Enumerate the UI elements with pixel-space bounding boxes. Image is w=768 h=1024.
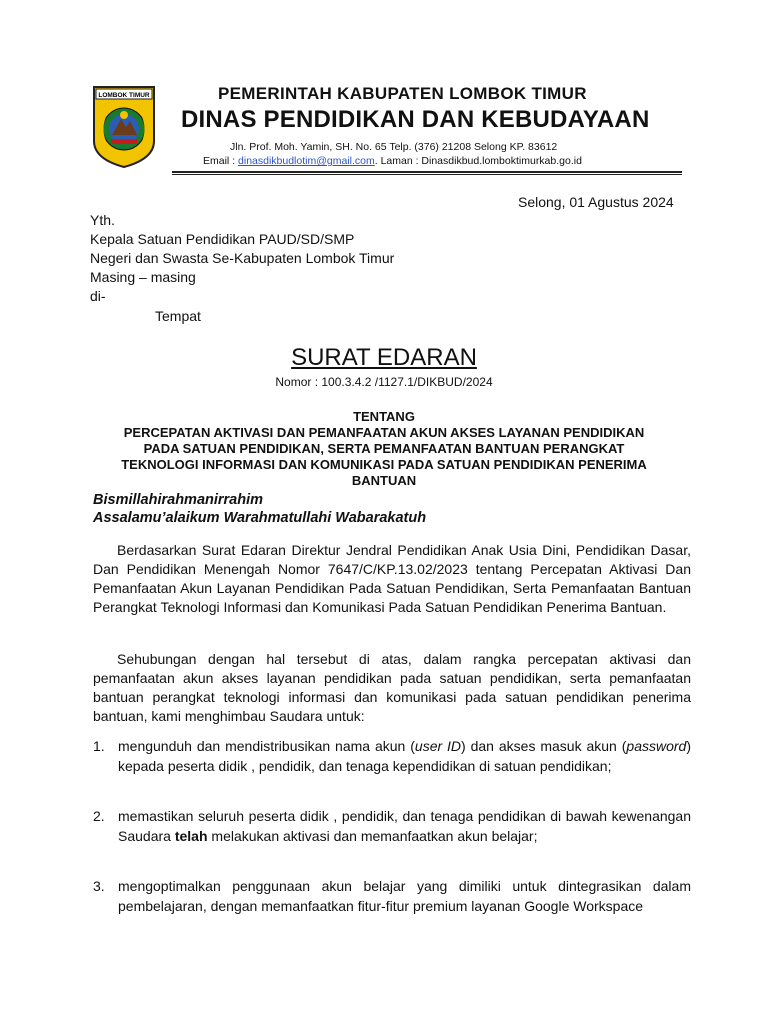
- recipient-line: di-: [90, 288, 106, 304]
- list-number: 1.: [93, 738, 105, 754]
- letterhead-address: Jln. Prof. Moh. Yamin, SH. No. 65 Telp. (376) 21208 Selong KP. 83612: [230, 141, 558, 153]
- recipient-line: Kepala Satuan Pendidikan PAUD/SD/SMP: [90, 231, 355, 247]
- email-label: Email :: [203, 155, 239, 167]
- website-text: . Laman : Dinasdikbud.lomboktimurkab.go.id: [374, 155, 582, 167]
- letterhead-agency: DINAS PENDIDIKAN DAN KEBUDAYAAN: [181, 106, 650, 133]
- document-title: SURAT EDARAN: [291, 344, 477, 371]
- list-number: 3.: [93, 878, 105, 894]
- regency-logo: [91, 85, 157, 169]
- greeting: [93, 491, 426, 527]
- document-number: Nomor : 100.3.4.2 /1127.1/DIKBUD/2024: [275, 375, 493, 389]
- list-item: 1. mengunduh dan mendistribusikan nama akun (user ID) dan akses masuk akun (password) kepada peserta didik , pendidik, dan tenaga kependidikan di satuan pendidikan;: [93, 738, 691, 774]
- instruction-list: [93, 736, 691, 946]
- letterhead-rule: [172, 171, 682, 173]
- list-item: 3. mengoptimalkan penggunaan akun belajar yang dimiliki untuk dintegrasikan dalam pembelajaran, dengan memanfaatkan fitur-fitur premium layanan Google Workspace: [93, 878, 691, 914]
- recipient-place: Tempat: [155, 308, 201, 324]
- recipient-line: Masing – masing: [90, 269, 196, 285]
- letter-date: Selong, 01 Agustus 2024: [518, 194, 674, 210]
- body-paragraph-2: Sehubungan dengan hal tersebut di atas, dalam rangka percepatan aktivasi dan pemanfaatan akun akses layanan pendidikan pada satuan pendidikan, serta pemanfaatan bantuan perangkat teknologi informasi dan komunikasi pada satuan pendidikan penerima bantuan, kami menghimbau Saudara untuk:: [93, 651, 691, 724]
- subject-heading: TENTANG: [353, 409, 415, 424]
- letterhead-government: PEMERINTAH KABUPATEN LOMBOK TIMUR: [218, 84, 587, 103]
- greeting-basmalah: Bismillahirahmanirrahim: [93, 492, 264, 508]
- body-paragraph-1: Berdasarkan Surat Edaran Direktur Jendral Pendidikan Anak Usia Dini, Pendidikan Dasar, Dan Pendidikan Menengah Nomor 7647/C/KP.13.02/2023 tentang Percepatan Aktivasi Dan Pemanfaatan Akun Layanan Pendidikan Pada Satuan Pendidikan, Serta Pemanfaatan Bantuan Perangkat Teknologi Informasi dan Komunikasi Pada Satuan Pendidikan Penerima Bantuan.: [93, 542, 691, 615]
- subject-text: PERCEPATAN AKTIVASI DAN PEMANFAATAN AKUN AKSES LAYANAN PENDIDIKAN PADA SATUAN PENDIDIKAN, SERTA PEMANFAATAN BANTUAN PERANGKAT TEKNOLOGI INFORMASI DAN KOMUNIKASI PADA SATUAN PENDIDIKAN PENERIMA BANTUAN: [121, 425, 647, 488]
- greeting-salam: Assalamu’alaikum Warahmatullahi Wabarakatuh: [93, 510, 427, 526]
- letterhead-contact: [203, 155, 582, 167]
- letterhead-rule-thin: [172, 174, 682, 175]
- document-subject: [110, 409, 658, 489]
- list-item: 2. memastikan seluruh peserta didik , pendidik, dan tenaga pendidikan di bawah kewenangan Saudara telah melakukan aktivasi dan memanfaatkan akun belajar;: [93, 808, 691, 844]
- logo-text: LOMBOK TIMUR: [98, 92, 150, 99]
- email-link[interactable]: dinasdikbudlotim@gmail.com: [238, 155, 375, 167]
- recipient-yth: Yth.: [90, 212, 115, 228]
- recipient-line: Negeri dan Swasta Se-Kabupaten Lombok Timur: [90, 250, 395, 266]
- list-number: 2.: [93, 808, 105, 824]
